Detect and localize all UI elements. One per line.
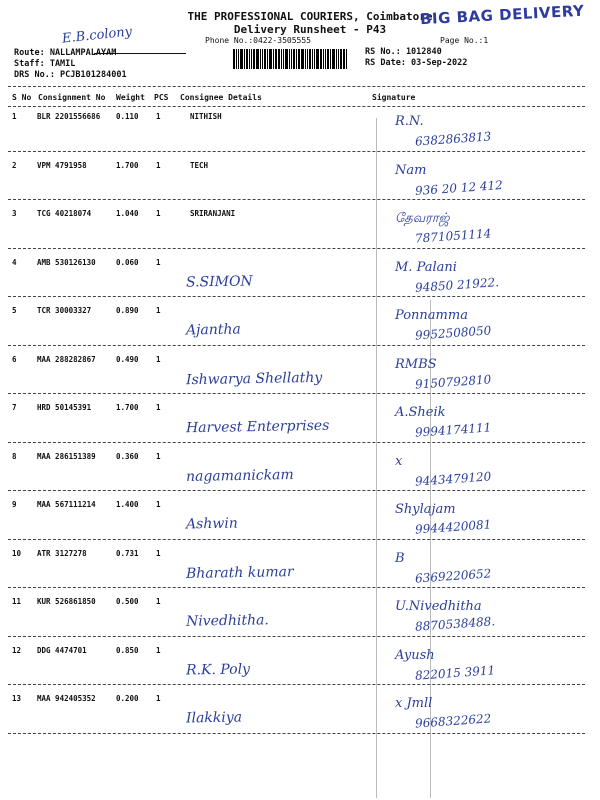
runsheet-info [365, 47, 467, 69]
row-consignment-no: MAA 286151389 [37, 451, 96, 461]
barcode-bar [233, 49, 235, 69]
row-sno: 2 [12, 160, 17, 170]
row-pcs: 1 [156, 209, 161, 218]
route-strikethrough [94, 53, 186, 54]
phone-number: Phone No.:0422-3505555 [205, 36, 311, 45]
barcode-bar [340, 49, 342, 69]
row-weight: 1.700 [116, 403, 139, 412]
row-sno: 1 [12, 112, 17, 121]
row-signature: M. Palani [395, 259, 457, 275]
row-consignee-handwritten: S.SIMON [185, 272, 253, 291]
row-pcs: 1 [156, 403, 161, 412]
row-consignment-no: VPM 4791958 [37, 160, 87, 170]
row-signature: A.Sheik [395, 405, 446, 420]
row-consignment-no: DDG 4474701 [37, 645, 87, 655]
rs-number: RS No.: 1012840 [365, 47, 442, 57]
col-weight: Weight [116, 93, 145, 102]
barcode-bar [238, 49, 239, 69]
row-sno: 6 [12, 354, 17, 364]
row-pcs: 1 [156, 500, 161, 509]
row-consignee-name: TECH [190, 160, 209, 170]
row-consignee-handwritten: Ajantha [185, 321, 241, 339]
row-sno: 11 [12, 597, 22, 606]
row-signature: Shylajam [395, 502, 456, 517]
row-divider [8, 151, 585, 152]
header-divider-top [8, 86, 585, 87]
row-signature: B [395, 550, 405, 566]
row-signature-phone: 9443479120 [414, 468, 492, 489]
barcode-bar [264, 49, 266, 69]
row-consignee-handwritten: Ishwarya Shellathy [185, 369, 323, 388]
row-divider [8, 199, 585, 200]
col-signature: Signature [372, 93, 416, 102]
barcode-bar [320, 49, 322, 69]
page-number: Page No.:1 [440, 36, 489, 45]
col-consignee: Consignee Details [180, 93, 262, 102]
row-divider [8, 296, 585, 297]
big-bag-delivery-stamp: BIG BAG DELIVERY [419, 1, 585, 29]
row-weight: 0.731 [116, 548, 139, 558]
row-pcs: 1 [156, 257, 161, 267]
barcode-bar [298, 49, 300, 69]
barcode-bar [338, 49, 339, 69]
row-sno: 9 [12, 500, 17, 509]
row-weight: 0.500 [116, 597, 139, 606]
row-signature: U.Nivedhitha [395, 599, 482, 614]
row-divider [8, 539, 585, 540]
row-sno: 3 [12, 209, 17, 218]
row-signature-phone: 94850 21922. [414, 274, 500, 295]
barcode-bar [332, 49, 335, 69]
barcode-bar [262, 49, 263, 69]
row-signature: Ayush [395, 647, 435, 663]
barcode-bar [314, 49, 315, 69]
row-weight: 1.400 [116, 500, 139, 509]
barcode-bar [305, 49, 306, 69]
row-pcs: 1 [156, 451, 161, 461]
barcode-bar [253, 49, 255, 69]
row-consignment-no: TCG 40218074 [37, 209, 92, 218]
row-divider [8, 248, 585, 249]
barcode-bar [301, 49, 304, 69]
row-weight: 0.890 [116, 306, 139, 315]
scan-line [376, 118, 377, 798]
row-signature: x Jmll [395, 696, 433, 711]
barcode-bar [236, 49, 237, 69]
row-signature-phone: 6369220652 [414, 565, 492, 586]
row-consignee-handwritten: Ilakkiya [185, 709, 243, 727]
rs-date: RS Date: 03-Sep-2022 [365, 58, 468, 68]
barcode-bar [269, 49, 272, 69]
row-consignee-handwritten: R.K. Poly [185, 660, 251, 679]
barcode-bar [275, 49, 277, 69]
row-signature: Nam [395, 162, 427, 178]
row-weight: 1.700 [116, 160, 139, 170]
row-divider [8, 636, 585, 637]
row-pcs: 1 [156, 694, 161, 703]
row-signature-phone: 9668322622 [414, 711, 492, 731]
barcode-bar [285, 49, 288, 69]
row-divider [8, 587, 585, 588]
row-sno: 10 [12, 548, 22, 558]
barcode-bar [327, 49, 329, 69]
row-consignment-no: KUR 526861850 [37, 597, 96, 606]
row-divider [8, 684, 585, 685]
barcode-bar [283, 49, 284, 69]
row-consignment-no: HRD 50145391 [37, 403, 92, 412]
col-pcs: PCS [154, 93, 169, 102]
barcode-bar [244, 49, 245, 69]
row-consignee-name: NITHISH [190, 112, 222, 121]
row-divider [8, 442, 585, 443]
company-name: THE PROFESSIONAL COURIERS, Coimbatore [187, 10, 433, 23]
col-sno: S No [12, 93, 32, 102]
row-signature-phone: 9952508050 [414, 323, 492, 343]
row-signature-phone: 7871051114 [414, 226, 492, 246]
row-signature-phone: 6382863813 [414, 129, 492, 149]
row-pcs: 1 [156, 354, 161, 364]
barcode-bar [323, 49, 324, 69]
barcode-bar [291, 49, 292, 69]
row-consignee-handwritten: Bharath kumar [185, 563, 294, 582]
barcode-bar [246, 49, 248, 69]
barcode-bar [267, 49, 268, 69]
row-weight: 0.490 [116, 354, 139, 364]
row-consignment-no: MAA 942405352 [37, 694, 96, 703]
barcode-bar [307, 49, 308, 69]
row-sno: 7 [12, 403, 17, 412]
company-title [180, 10, 440, 36]
row-signature-phone: 822015 3911 [414, 662, 496, 683]
row-consignment-no: MAA 567111214 [37, 500, 96, 509]
row-consignment-no: AMB 530126130 [37, 257, 96, 267]
row-consignee-handwritten: Nivedhitha. [185, 612, 269, 630]
row-pcs: 1 [156, 306, 161, 315]
barcode-bar [325, 49, 326, 69]
barcode-bar [256, 49, 259, 69]
row-sno: 8 [12, 451, 17, 461]
handwritten-route-note: E.B.colony [61, 24, 133, 47]
row-sno: 4 [12, 257, 17, 267]
barcode-bar [281, 49, 282, 69]
barcode-bar [316, 49, 319, 69]
barcode-bar [273, 49, 274, 69]
row-signature: Ponnamma [395, 308, 468, 323]
barcode [233, 49, 351, 69]
barcode-bar [260, 49, 261, 69]
barcode-bar [296, 49, 297, 69]
row-signature: RMBS [395, 356, 437, 372]
barcode-bar [346, 49, 347, 69]
row-consignee-name: SRIRANJANI [190, 209, 236, 218]
row-consignee-handwritten: Ashwin [185, 515, 238, 533]
row-pcs: 1 [156, 160, 161, 170]
row-signature-phone: 9944420081 [414, 517, 492, 537]
row-signature-phone: 8870538488. [414, 614, 496, 634]
row-divider [8, 345, 585, 346]
drs-number: DRS No.: PCJB101284001 [14, 70, 127, 80]
row-signature-phone: 936 20 12 412 [414, 177, 504, 198]
row-sno: 13 [12, 694, 22, 703]
row-weight: 0.060 [116, 257, 139, 267]
row-consignee-handwritten: Harvest Enterprises [185, 417, 330, 437]
row-signature: x [395, 453, 403, 469]
row-consignment-no: TCR 30003327 [37, 306, 92, 315]
row-pcs: 1 [156, 548, 161, 558]
row-sno: 12 [12, 645, 22, 655]
row-weight: 0.110 [116, 112, 139, 121]
row-consignee-handwritten: nagamanickam [185, 466, 294, 485]
row-consignment-no: BLR 2201556686 [37, 112, 101, 121]
barcode-bar [336, 49, 337, 69]
row-signature: R.N. [395, 114, 424, 129]
row-signature: தேவராஜ் [395, 211, 450, 226]
row-pcs: 1 [156, 597, 161, 606]
barcode-bar [330, 49, 331, 69]
header-divider-bottom [8, 106, 585, 107]
barcode-bar [240, 49, 243, 69]
staff-label: Staff: TAMIL [14, 59, 76, 69]
barcode-bar [251, 49, 252, 69]
barcode-bar [343, 49, 345, 69]
row-weight: 0.200 [116, 694, 139, 703]
route-label: Route: NALLAMPALAYAM [14, 48, 117, 58]
row-signature-phone: 9150792810 [414, 371, 492, 392]
row-divider [8, 490, 585, 491]
row-divider [8, 393, 585, 394]
row-signature-phone: 9994174111 [414, 420, 492, 440]
document-title: Delivery Runsheet - P43 [233, 23, 387, 36]
row-consignment-no: ATR 3127278 [37, 548, 87, 558]
barcode-bar [309, 49, 311, 69]
row-weight: 1.040 [116, 209, 139, 218]
barcode-bar [249, 49, 250, 69]
row-pcs: 1 [156, 112, 161, 121]
barcode-bar [278, 49, 280, 69]
row-divider [8, 733, 585, 734]
row-weight: 0.850 [116, 645, 139, 655]
row-consignment-no: MAA 288282867 [37, 354, 96, 364]
barcode-bar [293, 49, 295, 69]
row-weight: 0.360 [116, 451, 139, 461]
barcode-bar [289, 49, 290, 69]
barcode-bar [312, 49, 313, 69]
col-consignment: Consignment No [38, 93, 106, 102]
row-sno: 5 [12, 306, 17, 315]
row-pcs: 1 [156, 645, 161, 655]
